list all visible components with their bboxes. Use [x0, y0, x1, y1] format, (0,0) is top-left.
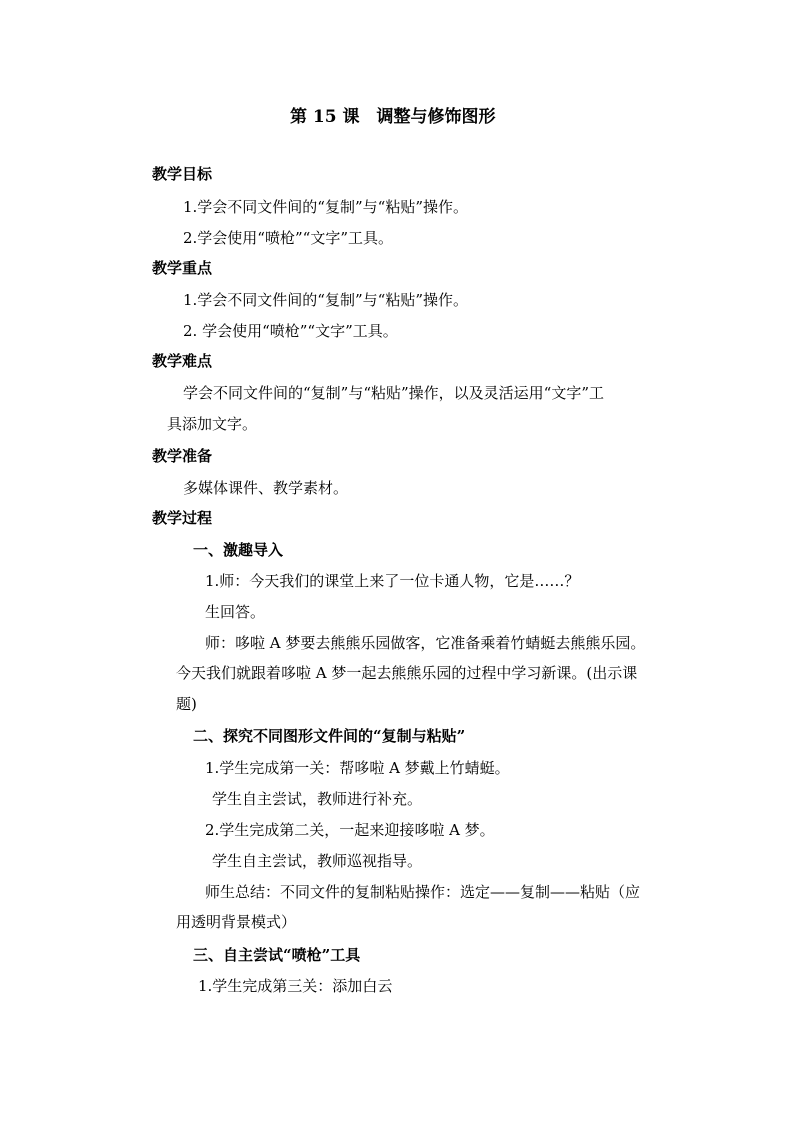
- process-part1-line-4: 今天我们就跟着哆啦 A 梦一起去熊熊乐园的过程中学习新课。(出示课: [176, 664, 638, 682]
- process-part2-line-3: 2.学生完成第二关，一起来迎接哆啦 A 梦。: [205, 821, 495, 839]
- process-part3-title: 三、自主尝试“喷枪”工具: [193, 946, 361, 964]
- heading-goals: 教学目标: [152, 165, 213, 183]
- process-part1-line-1: 1.师：今天我们的课堂上来了一位卡通人物，它是……？: [205, 572, 580, 590]
- preparation-text: 多媒体课件、教学素材。: [183, 479, 349, 497]
- process-part1-line-5: 题): [176, 695, 197, 713]
- difficulties-line-1: 学会不同文件间的“复制”与“粘贴”操作，以及灵活运用“文字”工: [183, 384, 605, 402]
- process-part1-line-3: 师：哆啦 A 梦要去熊熊乐园做客，它准备乘着竹蜻蜓去熊熊乐园。: [205, 634, 646, 652]
- key-point-item-1: 1.学会不同文件间的“复制”与“粘贴”操作。: [183, 291, 468, 309]
- heading-key-points: 教学重点: [152, 259, 213, 277]
- heading-process: 教学过程: [152, 509, 213, 527]
- process-part3-line-1: 1.学生完成第三关：添加白云: [198, 977, 393, 995]
- goal-item-2: 2.学会使用“喷枪”“文字”工具。: [183, 229, 393, 247]
- process-part2-line-5: 师生总结：不同文件的复制粘贴操作：选定——复制——粘贴（应: [205, 883, 641, 901]
- process-part2-line-2: 学生自主尝试，教师进行补充。: [212, 790, 423, 808]
- process-part2-line-1: 1.学生完成第一关：帮哆啦 A 梦戴上竹蜻蜓。: [205, 759, 510, 777]
- goal-item-1: 1.学会不同文件间的“复制”与“粘贴”操作。: [183, 198, 468, 216]
- heading-preparation: 教学准备: [152, 447, 213, 465]
- process-part2-line-6: 用透明背景模式）: [176, 913, 297, 931]
- difficulties-line-2: 具添加文字。: [167, 415, 258, 433]
- key-point-item-2: 2. 学会使用“喷枪”“文字”工具。: [183, 322, 398, 340]
- heading-difficulties: 教学难点: [152, 352, 213, 370]
- process-part1-title: 一、激趣导入: [193, 541, 284, 559]
- process-part1-line-2: 生回答。: [205, 603, 266, 621]
- process-part2-title: 二、探究不同图形文件间的“复制与粘贴”: [193, 727, 466, 745]
- process-part2-line-4: 学生自主尝试，教师巡视指导。: [212, 852, 423, 870]
- page-title: 第 15 课 调整与修饰图形: [290, 107, 496, 127]
